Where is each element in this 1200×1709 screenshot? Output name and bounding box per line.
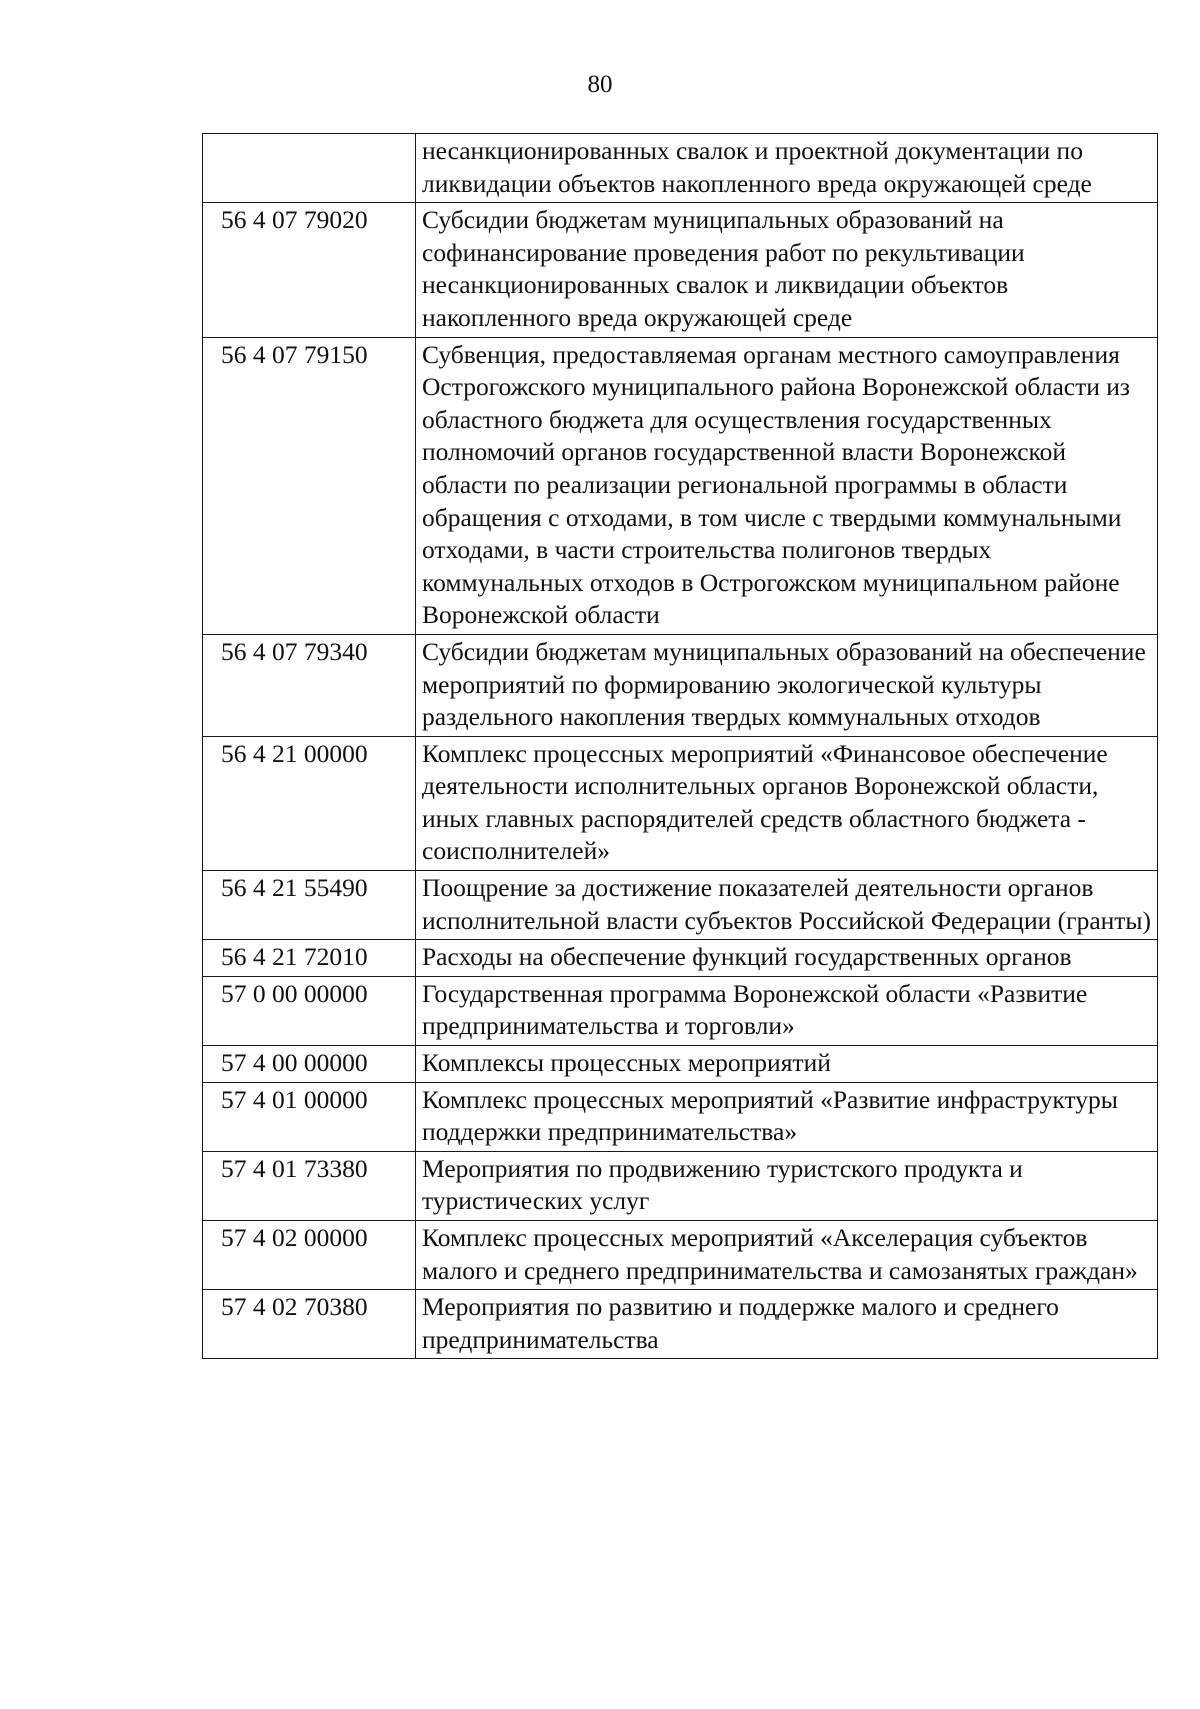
description-cell: Комплексы процессных мероприятий: [416, 1046, 1158, 1083]
description-cell: Комплекс процессных мероприятий «Финансовое обеспечение деятельности исполнительных органов Воронежской области, иных главных распорядителей средств областного бюджета - соисполнителей»: [416, 736, 1158, 870]
table-row: [203, 871, 1158, 940]
description-cell: Поощрение за достижение показателей деятельности органов исполнительной власти субъектов Российской Федерации (гранты): [416, 871, 1158, 940]
code-cell: 56 4 07 79150: [203, 337, 416, 634]
code-cell: 56 4 21 55490: [203, 871, 416, 940]
code-cell: 56 4 07 79340: [203, 634, 416, 736]
table-row: [203, 976, 1158, 1045]
code-cell: 57 4 02 00000: [203, 1221, 416, 1290]
table-row: [203, 1290, 1158, 1359]
code-cell: 57 4 01 00000: [203, 1082, 416, 1151]
budget-classification-table: [202, 133, 1158, 1359]
description-cell: Комплекс процессных мероприятий «Развитие инфраструктуры поддержки предпринимательства»: [416, 1082, 1158, 1151]
table-row: [203, 134, 1158, 203]
table-row: [203, 940, 1158, 977]
code-cell: 57 4 02 70380: [203, 1290, 416, 1359]
code-cell: 57 4 01 73380: [203, 1151, 416, 1220]
description-cell: Комплекс процессных мероприятий «Акселерация субъектов малого и среднего предпринимательства и самозанятых граждан»: [416, 1221, 1158, 1290]
code-cell: 57 4 00 00000: [203, 1046, 416, 1083]
table-row: [203, 1151, 1158, 1220]
page-number: 80: [587, 71, 613, 98]
table-row: [203, 634, 1158, 736]
table-row: [203, 1046, 1158, 1083]
code-cell: 56 4 21 00000: [203, 736, 416, 870]
description-cell: Субсидии бюджетам муниципальных образований на софинансирование проведения работ по рекультивации несанкционированных свалок и ликвидации объектов накопленного вреда окружающей среде: [416, 203, 1158, 337]
code-cell: 56 4 07 79020: [203, 203, 416, 337]
code-cell: 56 4 21 72010: [203, 940, 416, 977]
description-cell: Субвенция, предоставляемая органам местного самоуправления Острогожского муниципального района Воронежской области из областного бюджета для осуществления государственных полномочий органов государственной власти Воронежской области по реализации региональной программы в области обращения с отходами, в том числе с твердыми коммунальными отходами, в части строительства полигонов твердых коммунальных отходов в Острогожском муниципальном районе Воронежской области: [416, 337, 1158, 634]
table-row: [203, 1221, 1158, 1290]
table-row: [203, 337, 1158, 634]
description-cell: несанкционированных свалок и проектной документации по ликвидации объектов накопленного вреда окружающей среде: [416, 134, 1158, 203]
table-row: [203, 203, 1158, 337]
code-cell: 57 0 00 00000: [203, 976, 416, 1045]
code-cell: [203, 134, 416, 203]
description-cell: Мероприятия по продвижению туристского продукта и туристических услуг: [416, 1151, 1158, 1220]
description-cell: Мероприятия по развитию и поддержке малого и среднего предпринимательства: [416, 1290, 1158, 1359]
description-cell: Государственная программа Воронежской области «Развитие предпринимательства и торговли»: [416, 976, 1158, 1045]
table-row: [203, 736, 1158, 870]
description-cell: Субсидии бюджетам муниципальных образований на обеспечение мероприятий по формированию экологической культуры раздельного накопления твердых коммунальных отходов: [416, 634, 1158, 736]
table-row: [203, 1082, 1158, 1151]
description-cell: Расходы на обеспечение функций государственных органов: [416, 940, 1158, 977]
